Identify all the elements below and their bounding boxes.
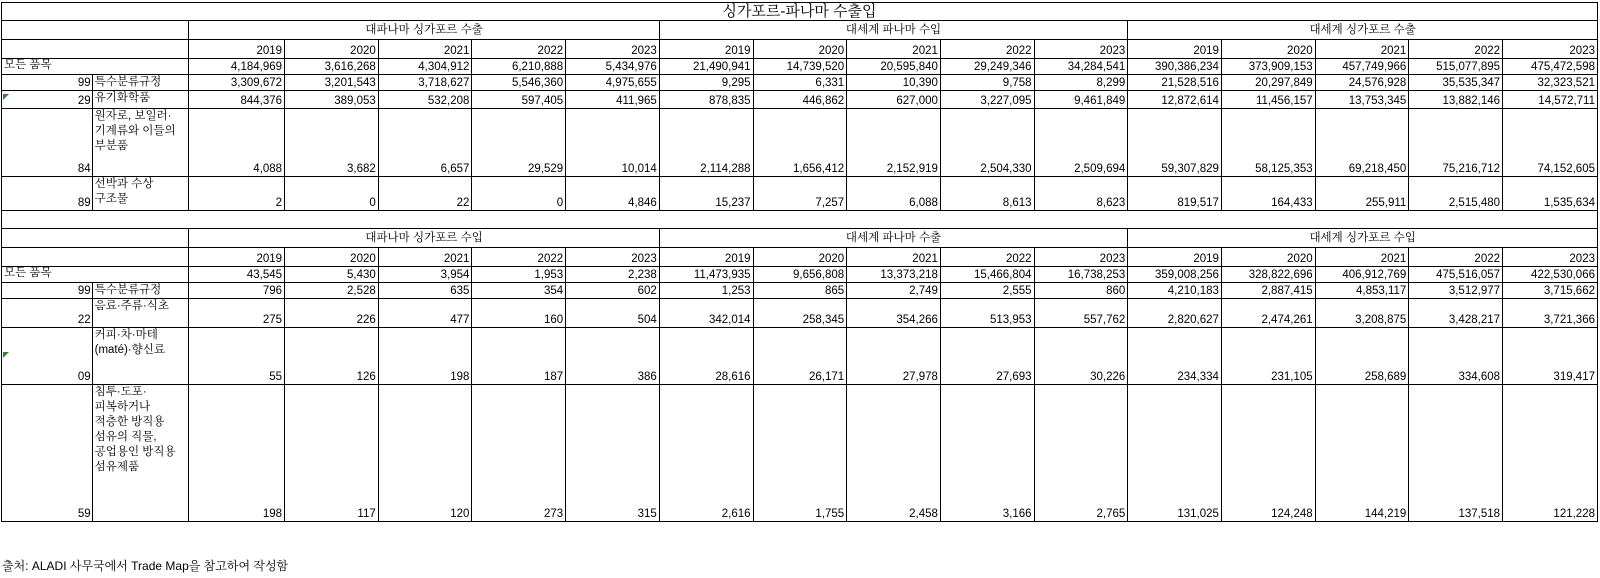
product-name: 특수분류규정 xyxy=(92,75,189,91)
table-cell: 4,846 xyxy=(566,177,660,211)
total-value: 4,304,912 xyxy=(378,59,472,75)
table-cell: 865 xyxy=(753,283,847,299)
product-row xyxy=(2,385,1598,522)
year-header: 2022 xyxy=(472,248,566,267)
table-cell: 1,656,412 xyxy=(753,109,847,177)
total-value: 2,238 xyxy=(566,267,660,283)
group-header: 대파나마 싱가포르 수출 xyxy=(189,21,659,40)
table-cell: 15,237 xyxy=(659,177,753,211)
table-cell: 2,509,694 xyxy=(1034,109,1128,177)
table-cell: 2,152,919 xyxy=(847,109,941,177)
year-header: 2021 xyxy=(847,40,941,59)
total-value: 20,595,840 xyxy=(847,59,941,75)
table-cell: 411,965 xyxy=(566,91,660,109)
hs-code: 99 xyxy=(2,75,93,91)
all-products-label: 모든 품목 xyxy=(2,267,189,283)
trade-table xyxy=(1,2,1598,522)
table-cell: 2,515,480 xyxy=(1409,177,1503,211)
table-cell: 342,014 xyxy=(659,299,753,328)
table-cell: 35,535,347 xyxy=(1409,75,1503,91)
table-cell: 386 xyxy=(566,328,660,385)
year-header: 2021 xyxy=(1315,248,1409,267)
corner-cell xyxy=(2,21,189,40)
table-cell: 2,474,261 xyxy=(1221,299,1315,328)
table-cell: 75,216,712 xyxy=(1409,109,1503,177)
table-cell: 9,461,849 xyxy=(1034,91,1128,109)
table-cell: 144,219 xyxy=(1315,385,1409,522)
year-header: 2023 xyxy=(566,248,660,267)
table-cell: 117 xyxy=(285,385,379,522)
product-name: 유기화학품 xyxy=(92,91,189,109)
table-cell: 20,297,849 xyxy=(1221,75,1315,91)
table-cell: 3,208,875 xyxy=(1315,299,1409,328)
year-header: 2023 xyxy=(1503,40,1598,59)
table-cell: 557,762 xyxy=(1034,299,1128,328)
table-cell: 844,376 xyxy=(189,91,285,109)
table-cell: 3,715,662 xyxy=(1503,283,1598,299)
group-header: 대세계 싱가포르 수입 xyxy=(1128,229,1598,248)
table-cell: 226 xyxy=(285,299,379,328)
year-header: 2023 xyxy=(566,40,660,59)
table-cell: 389,053 xyxy=(285,91,379,109)
table-cell: 164,433 xyxy=(1221,177,1315,211)
total-value: 5,434,976 xyxy=(566,59,660,75)
group-header-row xyxy=(2,229,1598,248)
table-cell: 8,623 xyxy=(1034,177,1128,211)
table-cell: 198 xyxy=(378,328,472,385)
hs-code: 09 xyxy=(2,328,93,385)
table-cell: 29,529 xyxy=(472,109,566,177)
table-cell: 532,208 xyxy=(378,91,472,109)
page-title: 싱가포르-파나마 수출입 xyxy=(2,3,1598,21)
table-cell: 22 xyxy=(378,177,472,211)
table-cell: 14,572,711 xyxy=(1503,91,1598,109)
table-cell: 2,528 xyxy=(285,283,379,299)
total-value: 21,490,941 xyxy=(659,59,753,75)
hs-code: 59 xyxy=(2,385,93,522)
year-header: 2020 xyxy=(285,248,379,267)
total-value: 390,386,234 xyxy=(1128,59,1222,75)
total-value: 6,210,888 xyxy=(472,59,566,75)
group-header: 대파나마 싱가포르 수입 xyxy=(189,229,659,248)
table-cell: 3,227,095 xyxy=(940,91,1034,109)
table-cell: 27,978 xyxy=(847,328,941,385)
year-header: 2019 xyxy=(1128,40,1222,59)
table-cell: 59,307,829 xyxy=(1128,109,1222,177)
total-value: 359,008,256 xyxy=(1128,267,1222,283)
year-header: 2019 xyxy=(659,40,753,59)
total-value: 29,249,346 xyxy=(940,59,1034,75)
group-header: 대세계 파나마 수입 xyxy=(659,21,1127,40)
table-cell: 446,862 xyxy=(753,91,847,109)
spacer-row xyxy=(2,211,1598,229)
product-row xyxy=(2,91,1598,109)
table-cell: 354 xyxy=(472,283,566,299)
product-row xyxy=(2,109,1598,177)
year-header: 2020 xyxy=(753,248,847,267)
table-cell: 6,088 xyxy=(847,177,941,211)
total-value: 34,284,541 xyxy=(1034,59,1128,75)
group-header: 대세계 싱가포르 수출 xyxy=(1128,21,1598,40)
total-value: 328,822,696 xyxy=(1221,267,1315,283)
table-cell: 231,105 xyxy=(1221,328,1315,385)
table-cell: 258,345 xyxy=(753,299,847,328)
table-cell: 2,820,627 xyxy=(1128,299,1222,328)
year-header: 2020 xyxy=(753,40,847,59)
comment-marker-icon xyxy=(3,94,9,100)
table-cell: 10,390 xyxy=(847,75,941,91)
total-value: 14,739,520 xyxy=(753,59,847,75)
table-cell: 30,226 xyxy=(1034,328,1128,385)
table-cell: 2 xyxy=(189,177,285,211)
table-cell: 9,295 xyxy=(659,75,753,91)
year-header: 2021 xyxy=(847,248,941,267)
product-row xyxy=(2,177,1598,211)
table-cell: 627,000 xyxy=(847,91,941,109)
table-cell: 58,125,353 xyxy=(1221,109,1315,177)
table-cell: 32,323,521 xyxy=(1503,75,1598,91)
table-cell: 3,512,977 xyxy=(1409,283,1503,299)
table-cell: 334,608 xyxy=(1409,328,1503,385)
table-cell: 3,309,672 xyxy=(189,75,285,91)
total-value: 5,430 xyxy=(285,267,379,283)
year-header: 2019 xyxy=(659,248,753,267)
table-cell: 275 xyxy=(189,299,285,328)
total-value: 43,545 xyxy=(189,267,285,283)
table-cell: 4,975,655 xyxy=(566,75,660,91)
year-header: 2023 xyxy=(1503,248,1598,267)
table-cell: 27,693 xyxy=(940,328,1034,385)
table-cell: 3,428,217 xyxy=(1409,299,1503,328)
table-cell: 319,417 xyxy=(1503,328,1598,385)
table-cell: 1,253 xyxy=(659,283,753,299)
table-cell: 8,613 xyxy=(940,177,1034,211)
corner-cell xyxy=(2,248,189,267)
table-cell: 2,114,288 xyxy=(659,109,753,177)
total-value: 475,516,057 xyxy=(1409,267,1503,283)
table-cell: 137,518 xyxy=(1409,385,1503,522)
year-header: 2019 xyxy=(1128,248,1222,267)
total-value: 1,953 xyxy=(472,267,566,283)
hs-code: 29 xyxy=(2,91,93,109)
year-header: 2019 xyxy=(189,248,285,267)
table-cell: 4,853,117 xyxy=(1315,283,1409,299)
table-cell: 121,228 xyxy=(1503,385,1598,522)
product-name: 음료·주류·식초 xyxy=(92,299,189,328)
table-cell: 6,331 xyxy=(753,75,847,91)
table-cell: 860 xyxy=(1034,283,1128,299)
table-cell: 273 xyxy=(472,385,566,522)
table-cell: 1,755 xyxy=(753,385,847,522)
year-header: 2022 xyxy=(940,248,1034,267)
table-cell: 3,201,543 xyxy=(285,75,379,91)
table-cell: 9,758 xyxy=(940,75,1034,91)
table-cell: 10,014 xyxy=(566,109,660,177)
corner-cell xyxy=(2,40,189,59)
table-cell: 2,765 xyxy=(1034,385,1128,522)
table-cell: 198 xyxy=(189,385,285,522)
title-row xyxy=(2,3,1598,21)
year-header: 2020 xyxy=(285,40,379,59)
table-cell: 8,299 xyxy=(1034,75,1128,91)
product-row xyxy=(2,299,1598,328)
total-value: 515,077,895 xyxy=(1409,59,1503,75)
total-value: 15,466,804 xyxy=(940,267,1034,283)
table-cell: 131,025 xyxy=(1128,385,1222,522)
table-cell: 0 xyxy=(472,177,566,211)
table-cell: 55 xyxy=(189,328,285,385)
product-row xyxy=(2,75,1598,91)
all-products-row xyxy=(2,267,1598,283)
product-name: 특수분류규정 xyxy=(92,283,189,299)
group-header: 대세계 파나마 수출 xyxy=(659,229,1127,248)
year-header: 2023 xyxy=(1034,40,1128,59)
table-cell: 2,555 xyxy=(940,283,1034,299)
total-value: 457,749,966 xyxy=(1315,59,1409,75)
year-header: 2019 xyxy=(189,40,285,59)
comment-marker-icon xyxy=(3,352,9,358)
table-cell: 69,218,450 xyxy=(1315,109,1409,177)
table-cell: 1,535,634 xyxy=(1503,177,1598,211)
total-value: 3,616,268 xyxy=(285,59,379,75)
empty-cell xyxy=(2,211,1598,229)
product-name: 선박과 수상 구조물 xyxy=(92,177,189,211)
group-header-row xyxy=(2,21,1598,40)
table-cell: 2,749 xyxy=(847,283,941,299)
table-cell: 258,689 xyxy=(1315,328,1409,385)
table-cell: 187 xyxy=(472,328,566,385)
table-cell: 124,248 xyxy=(1221,385,1315,522)
table-cell: 602 xyxy=(566,283,660,299)
table-cell: 878,835 xyxy=(659,91,753,109)
total-value: 406,912,769 xyxy=(1315,267,1409,283)
table-cell: 354,266 xyxy=(847,299,941,328)
table-cell: 12,872,614 xyxy=(1128,91,1222,109)
table-cell: 160 xyxy=(472,299,566,328)
table-cell: 477 xyxy=(378,299,472,328)
total-value: 11,473,935 xyxy=(659,267,753,283)
hs-code: 22 xyxy=(2,299,93,328)
table-cell: 3,166 xyxy=(940,385,1034,522)
year-header: 2022 xyxy=(940,40,1034,59)
table-cell: 28,616 xyxy=(659,328,753,385)
total-value: 13,373,218 xyxy=(847,267,941,283)
table-cell: 120 xyxy=(378,385,472,522)
table-cell: 234,334 xyxy=(1128,328,1222,385)
table-cell: 4,210,183 xyxy=(1128,283,1222,299)
table-cell: 6,657 xyxy=(378,109,472,177)
hs-code: 89 xyxy=(2,177,93,211)
table-cell: 3,682 xyxy=(285,109,379,177)
table-cell: 597,405 xyxy=(472,91,566,109)
total-value: 9,656,808 xyxy=(753,267,847,283)
product-name: 원자로, 보일러·기계류와 이들의 부분품 xyxy=(92,109,189,177)
all-products-row xyxy=(2,59,1598,75)
year-header: 2021 xyxy=(1315,40,1409,59)
year-header: 2022 xyxy=(1409,248,1503,267)
product-name: 침투·도포·피복하거나 적층한 방직용 섬유의 직물, 공업용인 방직용 섬유제품 xyxy=(92,385,189,522)
table-cell: 635 xyxy=(378,283,472,299)
table-cell: 13,753,345 xyxy=(1315,91,1409,109)
table-cell: 2,458 xyxy=(847,385,941,522)
year-header: 2021 xyxy=(378,248,472,267)
table-cell: 2,887,415 xyxy=(1221,283,1315,299)
year-header: 2021 xyxy=(378,40,472,59)
year-header: 2022 xyxy=(472,40,566,59)
year-header-row xyxy=(2,248,1598,267)
table-cell: 7,257 xyxy=(753,177,847,211)
table-cell: 13,882,146 xyxy=(1409,91,1503,109)
table-cell: 2,616 xyxy=(659,385,753,522)
product-row xyxy=(2,283,1598,299)
product-row xyxy=(2,328,1598,385)
year-header: 2023 xyxy=(1034,248,1128,267)
total-value: 373,909,153 xyxy=(1221,59,1315,75)
table-cell: 5,546,360 xyxy=(472,75,566,91)
table-cell: 26,171 xyxy=(753,328,847,385)
year-header-row xyxy=(2,40,1598,59)
table-cell: 4,088 xyxy=(189,109,285,177)
table-cell: 2,504,330 xyxy=(940,109,1034,177)
total-value: 4,184,969 xyxy=(189,59,285,75)
table-cell: 0 xyxy=(285,177,379,211)
hs-code: 84 xyxy=(2,109,93,177)
table-cell: 24,576,928 xyxy=(1315,75,1409,91)
year-header: 2020 xyxy=(1221,40,1315,59)
table-cell: 3,721,366 xyxy=(1503,299,1598,328)
table-cell: 315 xyxy=(566,385,660,522)
hs-code: 99 xyxy=(2,283,93,299)
year-header: 2020 xyxy=(1221,248,1315,267)
table-cell: 3,718,627 xyxy=(378,75,472,91)
total-value: 16,738,253 xyxy=(1034,267,1128,283)
table-cell: 21,528,516 xyxy=(1128,75,1222,91)
all-products-label: 모든 품목 xyxy=(2,59,189,75)
table-cell: 74,152,605 xyxy=(1503,109,1598,177)
total-value: 475,472,598 xyxy=(1503,59,1598,75)
total-value: 3,954 xyxy=(378,267,472,283)
corner-cell xyxy=(2,229,189,248)
table-cell: 126 xyxy=(285,328,379,385)
year-header: 2022 xyxy=(1409,40,1503,59)
spreadsheet xyxy=(1,2,1598,522)
source-note: 출처: ALADI 사무국에서 Trade Map을 참고하여 작성함 xyxy=(2,559,289,573)
table-cell: 11,456,157 xyxy=(1221,91,1315,109)
product-name: 커피·차·마테(maté)·향신료 xyxy=(92,328,189,385)
table-cell: 796 xyxy=(189,283,285,299)
table-cell: 504 xyxy=(566,299,660,328)
total-value: 422,530,066 xyxy=(1503,267,1598,283)
table-cell: 819,517 xyxy=(1128,177,1222,211)
table-cell: 255,911 xyxy=(1315,177,1409,211)
table-cell: 513,953 xyxy=(940,299,1034,328)
